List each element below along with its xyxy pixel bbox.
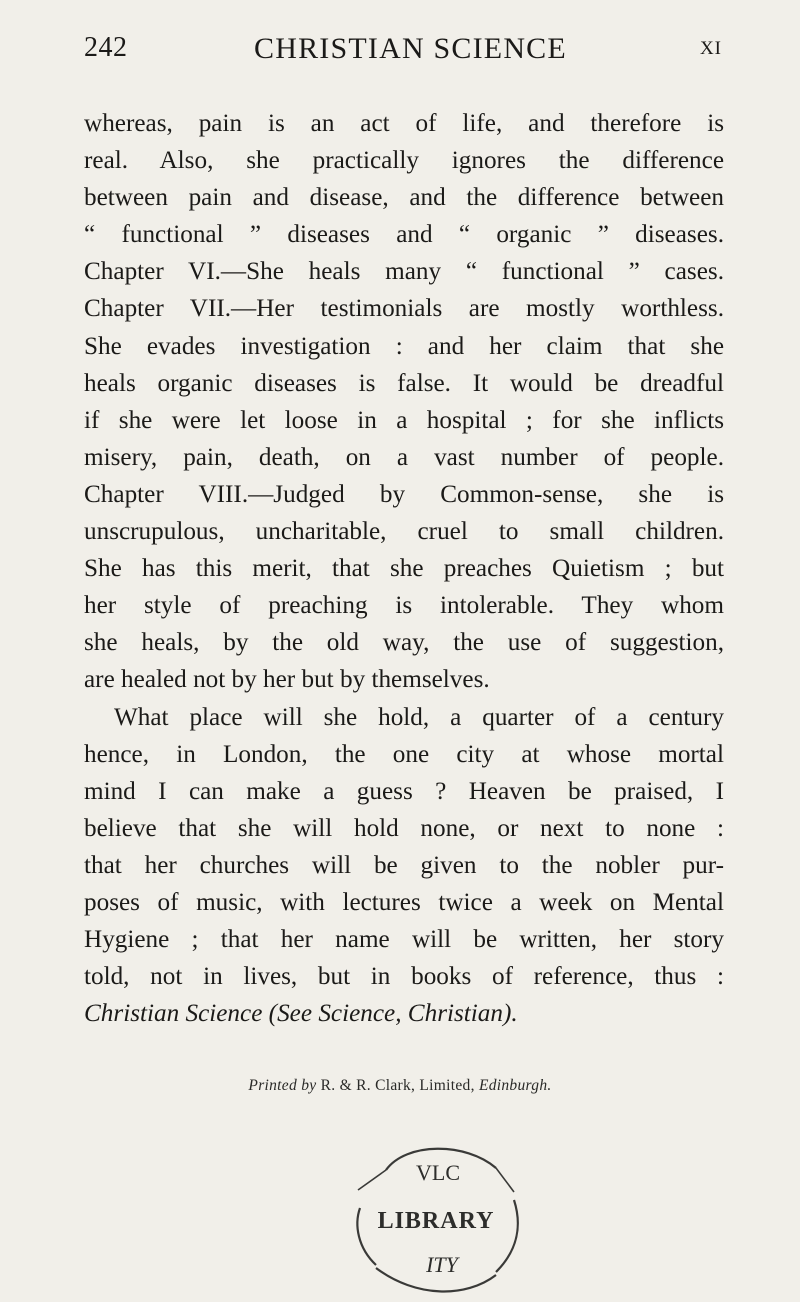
library-stamp [346, 1130, 526, 1295]
text-line: that her churches will be given to the nobler pur- [84, 851, 724, 879]
running-title: CHRISTIAN SCIENCE [254, 32, 567, 65]
text-line: hence, in London, the one city at whose mortal [84, 740, 724, 768]
text-line: believe that she will hold none, or next to none : [84, 814, 724, 842]
text-line: She has this merit, that she preaches Quietism ; but [84, 555, 724, 583]
text-line: “ functional ” diseases and “ organic ” diseases. [84, 221, 724, 249]
stamp-arc-segment [496, 1168, 514, 1192]
text-line-chapter-viii: Chapter VIII.—Judged by Common-sense, she is [84, 480, 724, 508]
stamp-library-text: LIBRARY [377, 1208, 495, 1234]
running-header [84, 28, 722, 72]
text-line: between pain and disease, and the difference between [84, 184, 724, 212]
text-line-chapter-vi: Chapter VI.—She heals many “ functional ” cases. [84, 258, 724, 286]
text-line-closing: Christian Science (See Science, Christian). [84, 1000, 518, 1028]
stamp-arc-left [357, 1208, 376, 1265]
text-line: whereas, pain is an act of life, and therefore is [84, 110, 724, 137]
imprint-printer: R. & R. Clark, Limited, [320, 1077, 475, 1094]
text-line: She evades investigation : and her claim that she [84, 332, 724, 360]
imprint-printed-by: Printed by [248, 1077, 317, 1094]
stamp-arc-segment [358, 1170, 386, 1190]
body-text [84, 105, 724, 1032]
stamp-bottom-text: ITY [426, 1252, 458, 1277]
text-line: are healed not by her but by themselves. [84, 666, 490, 694]
page-number: 242 [84, 32, 128, 63]
imprint-place: Edinburgh. [478, 1077, 552, 1094]
printer-imprint [0, 1077, 800, 1095]
text-line: unscrupulous, uncharitable, cruel to small children. [84, 518, 724, 546]
text-line: heals organic diseases is false. It would be dreadful [84, 369, 724, 397]
stamp-top-text: VLC [416, 1160, 460, 1185]
text-line: she heals, by the old way, the use of suggestion, [84, 629, 724, 657]
text-line-paragraph-start: What place will she hold, a quarter of a century [114, 703, 724, 731]
text-line: poses of music, with lectures twice a week on Mental [84, 888, 724, 916]
text-line-chapter-vii: Chapter VII.—Her testimonials are mostly worthless. [84, 295, 724, 323]
text-line: Hygiene ; that her name will be written, her story [84, 926, 724, 954]
text-line: told, not in lives, but in books of reference, thus : [84, 963, 724, 991]
text-line: mind I can make a guess ? Heaven be praised, I [84, 777, 724, 805]
text-line: real. Also, she practically ignores the difference [84, 147, 724, 175]
stamp-arc-right [496, 1200, 518, 1272]
chapter-number: XI [699, 38, 722, 59]
text-line: misery, pain, death, on a vast number of people. [84, 443, 724, 471]
text-line: her style of preaching is intolerable. They whom [84, 592, 724, 620]
text-line: if she were let loose in a hospital ; for she inflicts [84, 406, 724, 434]
